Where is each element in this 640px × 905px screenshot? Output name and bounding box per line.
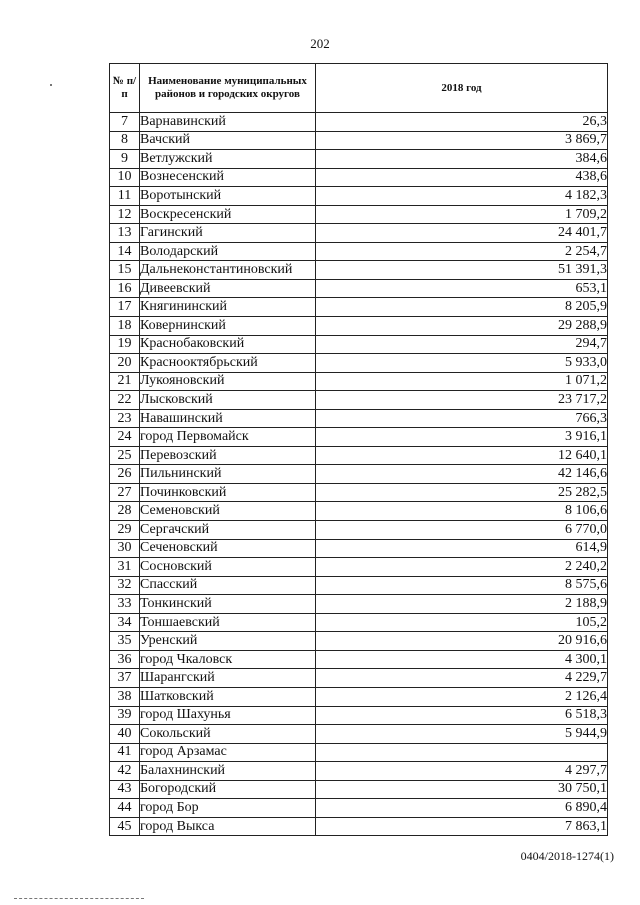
table-row [110, 502, 608, 521]
row-number: 9 [110, 150, 140, 169]
row-number: 29 [110, 521, 140, 540]
value-2018: 30 750,1 [316, 780, 608, 799]
municipality-name: Ковернинский [140, 317, 316, 336]
value-2018: 6 770,0 [316, 521, 608, 540]
municipality-name: Лукояновский [140, 372, 316, 391]
municipality-name: Воскресенский [140, 205, 316, 224]
value-2018: 2 240,2 [316, 558, 608, 577]
municipality-name: Сокольский [140, 725, 316, 744]
municipality-name: Краснобаковский [140, 335, 316, 354]
table-row [110, 335, 608, 354]
value-2018: 12 640,1 [316, 446, 608, 465]
row-number: 14 [110, 242, 140, 261]
value-2018: 8 106,6 [316, 502, 608, 521]
value-2018: 1 071,2 [316, 372, 608, 391]
municipality-name: Сосновский [140, 558, 316, 577]
table-row [110, 595, 608, 614]
municipality-name: Навашинский [140, 409, 316, 428]
municipality-name: Ветлужский [140, 150, 316, 169]
row-number: 20 [110, 354, 140, 373]
page-number: 202 [310, 36, 330, 51]
value-2018: 8 575,6 [316, 576, 608, 595]
value-2018: 5 933,0 [316, 354, 608, 373]
value-2018: 29 288,9 [316, 317, 608, 336]
municipality-name: Воротынский [140, 187, 316, 206]
value-2018: 4 300,1 [316, 650, 608, 669]
municipality-name: Дивеевский [140, 279, 316, 298]
row-number: 36 [110, 650, 140, 669]
municipality-name: Тонкинский [140, 595, 316, 614]
municipality-name: Краснооктябрьский [140, 354, 316, 373]
table-row [110, 205, 608, 224]
value-2018: 2 188,9 [316, 595, 608, 614]
table-row [110, 669, 608, 688]
margin-mark [50, 84, 52, 86]
value-2018: 6 518,3 [316, 706, 608, 725]
municipality-name: Сергачский [140, 521, 316, 540]
value-2018: 42 146,6 [316, 465, 608, 484]
row-number: 35 [110, 632, 140, 651]
table-body [110, 113, 608, 836]
table-row [110, 558, 608, 577]
value-2018: 2 254,7 [316, 242, 608, 261]
value-2018: 4 297,7 [316, 762, 608, 781]
value-2018: 384,6 [316, 150, 608, 169]
header-year: 2018 год [316, 64, 608, 113]
table-row [110, 261, 608, 280]
table-row [110, 391, 608, 410]
value-2018: 25 282,5 [316, 483, 608, 502]
value-2018: 294,7 [316, 335, 608, 354]
municipality-name: Дальнеконстантиновский [140, 261, 316, 280]
row-number: 23 [110, 409, 140, 428]
row-number: 27 [110, 483, 140, 502]
table-row [110, 279, 608, 298]
municipality-name: Княгининский [140, 298, 316, 317]
municipality-name: Перевозский [140, 446, 316, 465]
row-number: 18 [110, 317, 140, 336]
table-row [110, 242, 608, 261]
value-2018: 23 717,2 [316, 391, 608, 410]
table-row [110, 632, 608, 651]
value-2018: 20 916,6 [316, 632, 608, 651]
municipality-name: Гагинский [140, 224, 316, 243]
table-row [110, 762, 608, 781]
table-row [110, 650, 608, 669]
value-2018: 8 205,9 [316, 298, 608, 317]
value-2018: 51 391,3 [316, 261, 608, 280]
table-row [110, 576, 608, 595]
value-2018: 26,3 [316, 113, 608, 132]
table-row [110, 743, 608, 762]
row-number: 15 [110, 261, 140, 280]
row-number: 16 [110, 279, 140, 298]
row-number: 34 [110, 613, 140, 632]
municipality-name: Балахнинский [140, 762, 316, 781]
value-2018: 4 229,7 [316, 669, 608, 688]
table-row [110, 428, 608, 447]
table-row [110, 706, 608, 725]
table-row [110, 817, 608, 836]
row-number: 25 [110, 446, 140, 465]
municipality-name: Уренский [140, 632, 316, 651]
value-2018: 438,6 [316, 168, 608, 187]
row-number: 38 [110, 687, 140, 706]
table-row [110, 725, 608, 744]
value-2018: 653,1 [316, 279, 608, 298]
table-row [110, 113, 608, 132]
table-row [110, 483, 608, 502]
row-number: 28 [110, 502, 140, 521]
row-number: 7 [110, 113, 140, 132]
row-number: 12 [110, 205, 140, 224]
table-row [110, 168, 608, 187]
document-code: 0404/2018-1274(1) [520, 849, 614, 863]
row-number: 11 [110, 187, 140, 206]
value-2018: 4 182,3 [316, 187, 608, 206]
value-2018: 24 401,7 [316, 224, 608, 243]
municipality-name: Шарангский [140, 669, 316, 688]
municipality-name: город Первомайск [140, 428, 316, 447]
table-row [110, 131, 608, 150]
row-number: 24 [110, 428, 140, 447]
row-number: 41 [110, 743, 140, 762]
table-row [110, 354, 608, 373]
value-2018 [316, 743, 608, 762]
row-number: 31 [110, 558, 140, 577]
table-row [110, 317, 608, 336]
table-row [110, 687, 608, 706]
table-row [110, 409, 608, 428]
allocation-table [109, 63, 608, 836]
value-2018: 2 126,4 [316, 687, 608, 706]
table-row [110, 465, 608, 484]
value-2018: 5 944,9 [316, 725, 608, 744]
row-number: 40 [110, 725, 140, 744]
municipality-name: город Арзамас [140, 743, 316, 762]
value-2018: 1 709,2 [316, 205, 608, 224]
row-number: 44 [110, 799, 140, 818]
row-number: 37 [110, 669, 140, 688]
table-row [110, 372, 608, 391]
row-number: 32 [110, 576, 140, 595]
table-header-row [110, 64, 608, 113]
value-2018: 3 916,1 [316, 428, 608, 447]
table-row [110, 780, 608, 799]
row-number: 45 [110, 817, 140, 836]
municipality-name: Варнавинский [140, 113, 316, 132]
municipality-name: Вознесенский [140, 168, 316, 187]
municipality-name: Спасский [140, 576, 316, 595]
municipality-name: Вачский [140, 131, 316, 150]
municipality-name: город Выкса [140, 817, 316, 836]
row-number: 42 [110, 762, 140, 781]
value-2018: 614,9 [316, 539, 608, 558]
header-name: Наименование муниципальных районов и городских округов [140, 64, 316, 113]
table-row [110, 446, 608, 465]
row-number: 17 [110, 298, 140, 317]
table-row [110, 187, 608, 206]
row-number: 8 [110, 131, 140, 150]
value-2018: 3 869,7 [316, 131, 608, 150]
table-row [110, 539, 608, 558]
table-row [110, 224, 608, 243]
row-number: 22 [110, 391, 140, 410]
municipality-name: Шатковский [140, 687, 316, 706]
value-2018: 105,2 [316, 613, 608, 632]
row-number: 39 [110, 706, 140, 725]
table-row [110, 150, 608, 169]
municipality-name: город Чкаловск [140, 650, 316, 669]
bottom-dashed-rule [14, 898, 144, 899]
row-number: 26 [110, 465, 140, 484]
header-num: № п/п [110, 64, 140, 113]
municipality-name: Володарский [140, 242, 316, 261]
municipality-name: Семеновский [140, 502, 316, 521]
municipality-name: город Шахунья [140, 706, 316, 725]
municipality-name: Пильнинский [140, 465, 316, 484]
value-2018: 6 890,4 [316, 799, 608, 818]
row-number: 19 [110, 335, 140, 354]
row-number: 21 [110, 372, 140, 391]
municipality-name: Богородский [140, 780, 316, 799]
municipality-name: Лысковский [140, 391, 316, 410]
row-number: 33 [110, 595, 140, 614]
value-2018: 7 863,1 [316, 817, 608, 836]
row-number: 13 [110, 224, 140, 243]
row-number: 10 [110, 168, 140, 187]
table-row [110, 613, 608, 632]
row-number: 30 [110, 539, 140, 558]
table-row [110, 799, 608, 818]
municipality-name: Починковский [140, 483, 316, 502]
table-row [110, 521, 608, 540]
table-row [110, 298, 608, 317]
value-2018: 766,3 [316, 409, 608, 428]
municipality-name: Сеченовский [140, 539, 316, 558]
municipality-name: Тоншаевский [140, 613, 316, 632]
row-number: 43 [110, 780, 140, 799]
municipality-name: город Бор [140, 799, 316, 818]
